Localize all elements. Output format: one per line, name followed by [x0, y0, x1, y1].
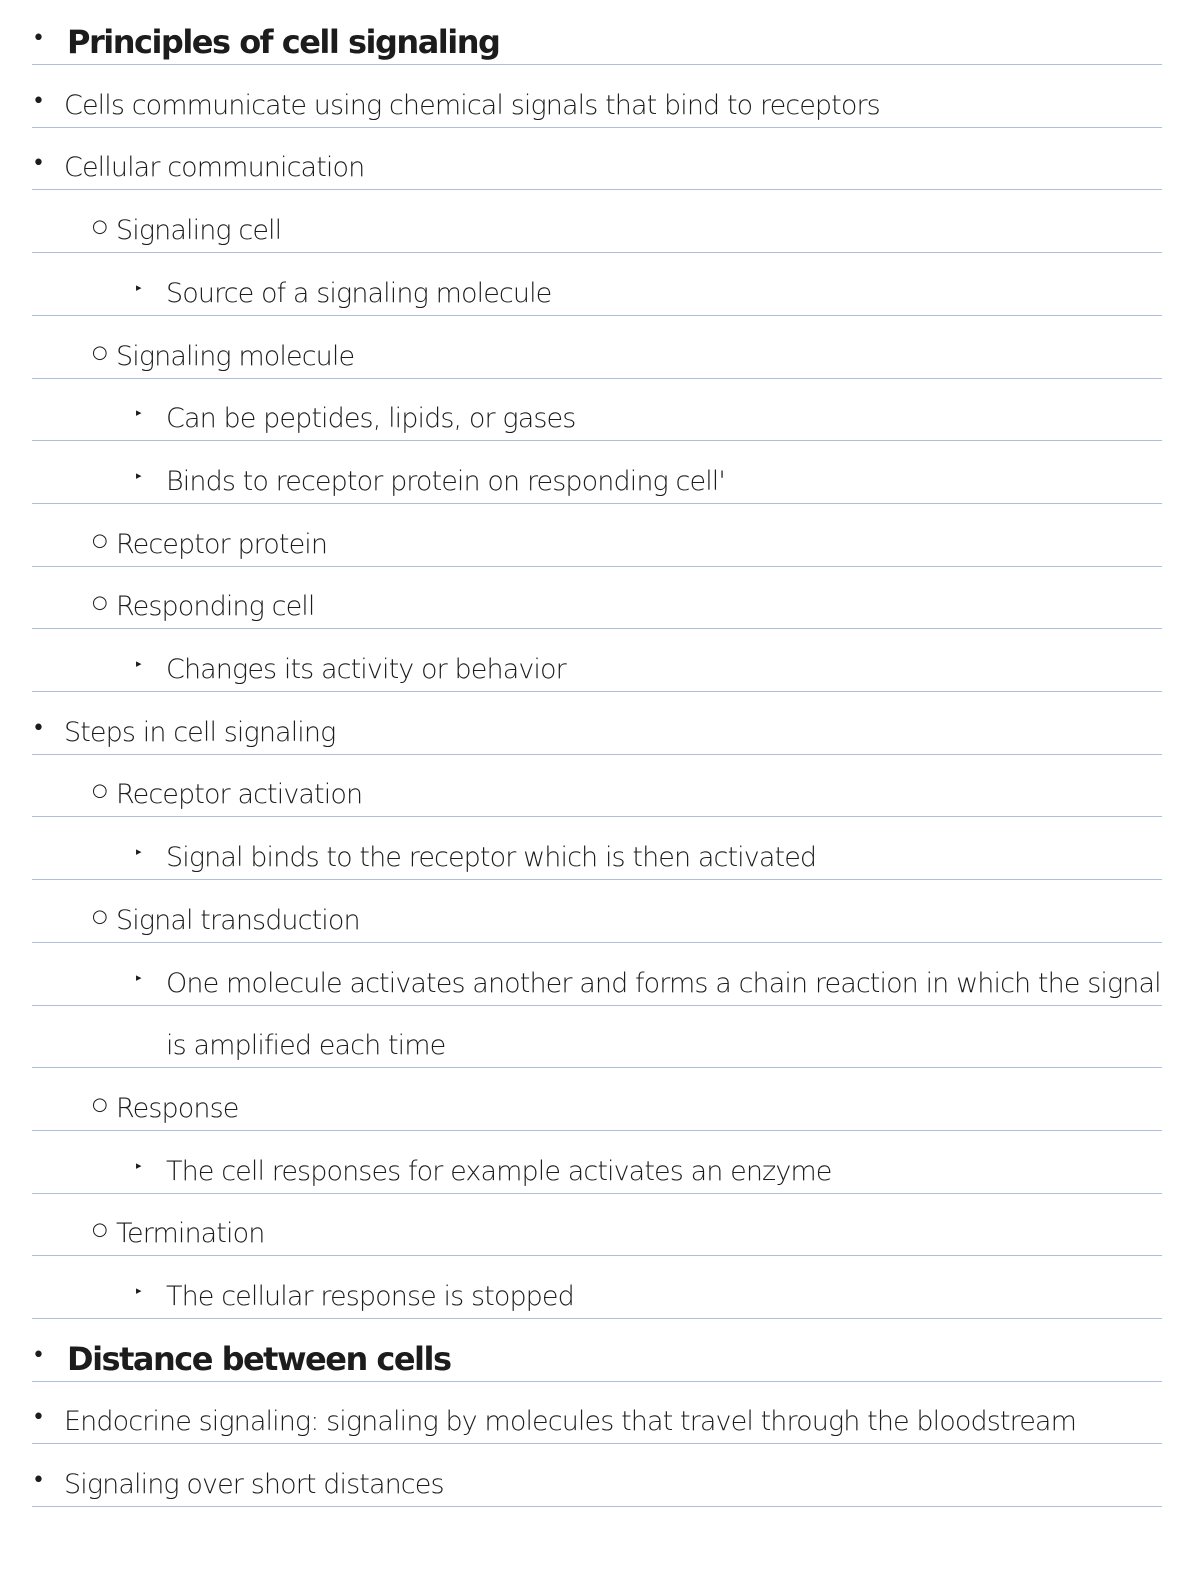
arrow-bullet-icon: ▸: [136, 845, 142, 859]
arrow-bullet-icon: ▸: [136, 970, 142, 984]
note-line: [32, 504, 1162, 567]
note-line: [32, 253, 1162, 316]
hollow-bullet-icon: ○: [92, 216, 108, 238]
hollow-bullet-icon: ○: [92, 592, 108, 614]
arrow-bullet-icon: ▸: [136, 280, 142, 294]
note-text: The cellular response is stopped: [166, 1281, 574, 1312]
section-heading: Principles of cell signaling: [67, 23, 500, 61]
note-text: Source of a signaling molecule: [166, 277, 552, 309]
note-text: Binds to receptor protein on responding cell': [166, 465, 725, 497]
hollow-bullet-icon: ○: [92, 1093, 108, 1115]
hollow-bullet-icon: ○: [92, 341, 108, 363]
note-line: [32, 1005, 1162, 1068]
note-text: Signaling cell: [116, 215, 282, 247]
note-line: [32, 190, 1162, 253]
arrow-bullet-icon: ▸: [136, 468, 142, 482]
dot-bullet-icon: •: [32, 1468, 45, 1494]
section-heading-row: [32, 1319, 1162, 1382]
note-line: [32, 1131, 1162, 1194]
dot-bullet-icon: •: [32, 26, 45, 51]
section-heading: Distance between cells: [67, 1339, 451, 1378]
note-line: [32, 65, 1162, 128]
dot-bullet-icon: •: [32, 151, 45, 177]
note-text: Signaling over short distances: [64, 1469, 444, 1501]
note-line: [32, 127, 1162, 190]
note-line: [32, 880, 1162, 943]
note-line: [32, 441, 1162, 504]
hollow-bullet-icon: ○: [92, 905, 108, 927]
note-line: [32, 1068, 1162, 1131]
note-text: Cellular communication: [64, 152, 365, 184]
note-text: Endocrine signaling: signaling by molecules that travel through the bloodstream: [64, 1406, 1076, 1438]
hollow-bullet-icon: ○: [92, 780, 108, 802]
arrow-bullet-icon: ▸: [136, 657, 142, 670]
arrow-bullet-icon: ▸: [136, 1284, 142, 1297]
note-line: [32, 943, 1162, 1006]
note-text: The cell responses for example activates an enzyme: [166, 1155, 832, 1187]
note-text: Changes its activity or behavior: [166, 654, 566, 685]
note-line: [32, 692, 1162, 755]
note-text: Cells communicate using chemical signals that bind to receptors: [64, 89, 880, 121]
note-line: [32, 817, 1162, 880]
hollow-bullet-icon: ○: [92, 1219, 108, 1241]
arrow-bullet-icon: ▸: [136, 406, 142, 420]
note-text: One molecule activates another and forms a chain reaction in which the signal: [166, 967, 1161, 999]
note-line: [32, 566, 1162, 629]
note-text: Receptor activation: [116, 779, 363, 811]
section-heading-row: [32, 2, 1162, 65]
note-line: [32, 378, 1162, 441]
note-text: is amplified each time: [166, 1030, 446, 1062]
arrow-bullet-icon: ▸: [136, 1158, 142, 1172]
dot-bullet-icon: •: [32, 1342, 45, 1368]
note-line: [32, 754, 1162, 817]
hollow-bullet-icon: ○: [92, 529, 108, 551]
note-line: [32, 1193, 1162, 1256]
note-text: Receptor protein: [116, 528, 328, 560]
note-text: Signaling molecule: [116, 340, 355, 372]
note-text: Responding cell: [116, 591, 315, 623]
note-line: [32, 316, 1162, 379]
note-text: Signal transduction: [116, 904, 360, 936]
dot-bullet-icon: •: [32, 88, 45, 114]
dot-bullet-icon: •: [32, 715, 45, 741]
note-text: Termination: [116, 1218, 265, 1250]
note-text: Signal binds to the receptor which is then activated: [166, 842, 817, 874]
note-text: Steps in cell signaling: [64, 716, 336, 748]
note-line: [32, 629, 1162, 692]
note-text: Response: [116, 1092, 239, 1124]
note-text: Can be peptides, lipids, or gases: [166, 403, 576, 435]
dot-bullet-icon: •: [32, 1405, 45, 1431]
note-line: [32, 1256, 1162, 1319]
note-line: [32, 1444, 1162, 1507]
note-line: [32, 1381, 1162, 1444]
